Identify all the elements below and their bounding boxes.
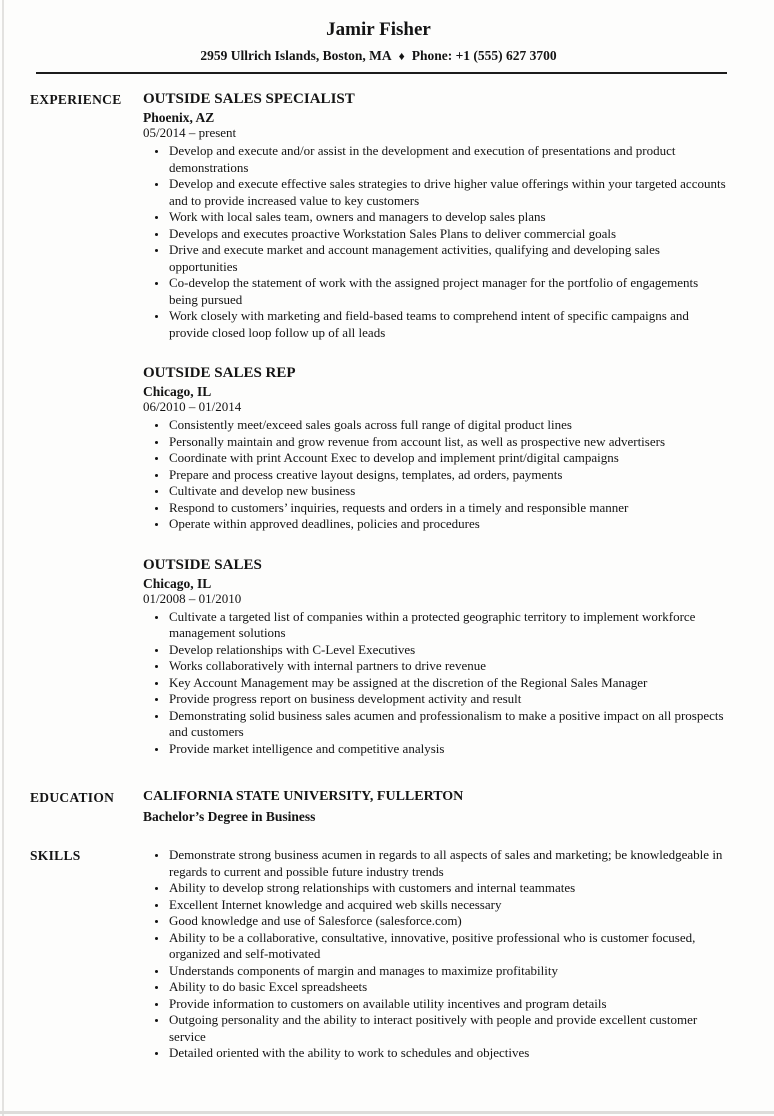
bullet-item: • Coordinate with print Account Exec to develop and implement print/digital campaigns [168, 450, 727, 467]
job-bullet-list [143, 143, 727, 341]
experience-content [143, 90, 727, 757]
bullet-item: • Ability to do basic Excel spreadsheets [168, 979, 727, 996]
skills-section [30, 846, 727, 1062]
job-title: OUTSIDE SALES REP [143, 365, 296, 381]
bullet-item: • Demonstrate strong business acumen in regards to all aspects of sales and marketing; be knowledgeable in regards to current and possible future industry trends [168, 847, 727, 880]
job-entry-outside-sales [143, 556, 727, 758]
bullet-item: • Develop relationships with C-Level Executives [168, 642, 727, 659]
bullet-item: • Develop and execute effective sales strategies to drive higher value offerings within your targeted accounts and to provide increased value to key customers [168, 176, 727, 209]
job-location: Chicago, IL [143, 384, 212, 399]
degree-name: Bachelor’s Degree in Business [143, 809, 316, 824]
bullet-item: • Demonstrating solid business sales acumen and professionalism to make a positive impact on all prospects and customers [168, 708, 727, 741]
contact-line [30, 48, 727, 64]
bullet-item: • Prepare and process creative layout designs, templates, ad orders, payments [168, 467, 727, 484]
header-divider [36, 72, 727, 74]
bullet-item: • Ability to be a collaborative, consultative, innovative, positive professional who is customer focused, organized and self-motivated [168, 930, 727, 963]
bullet-item: • Develops and executes proactive Workstation Sales Plans to deliver commercial goals [168, 226, 727, 243]
bullet-item: • Ability to develop strong relationships with customers and internal teammates [168, 880, 727, 897]
bullet-item: • Understands components of margin and manages to maximize profitability [168, 963, 727, 980]
bullet-item: • Works collaboratively with internal partners to drive revenue [168, 658, 727, 675]
bullet-item: • Work with local sales team, owners and managers to develop sales plans [168, 209, 727, 226]
education-section [30, 788, 727, 825]
job-dates: 01/2008 – 01/2010 [143, 590, 242, 606]
bullet-item: • Cultivate a targeted list of companies within a protected geographic territory to implement workforce management solutions [168, 609, 727, 642]
job-entry-outside-sales-rep [143, 364, 727, 533]
job-entry-outside-sales-specialist [143, 90, 727, 341]
diamond-separator-icon: ♦ [398, 49, 405, 63]
job-dates: 05/2014 – present [143, 125, 237, 140]
bullet-item: • Personally maintain and grow revenue from account list, as well as prospective new advertisers [168, 434, 727, 451]
bullet-item: • Drive and execute market and account management activities, qualifying and developing sales opportunities [168, 242, 727, 275]
skills-label: SKILLS [30, 848, 81, 863]
bullet-item: • Consistently meet/exceed sales goals across full range of digital product lines [168, 417, 727, 434]
phone-text: Phone: +1 (555) 627 3700 [411, 48, 557, 63]
bullet-item: • Good knowledge and use of Salesforce (salesforce.com) [168, 913, 727, 930]
bullet-item: • Provide progress report on business development activity and result [168, 691, 727, 708]
job-title: OUTSIDE SALES [143, 556, 262, 573]
candidate-name: Jamir Fisher [326, 19, 431, 40]
resume-header [30, 19, 727, 64]
education-label: EDUCATION [30, 790, 115, 805]
bullet-item: • Respond to customers’ inquiries, requests and orders in a timely and responsible manner [168, 500, 727, 517]
job-location: Phoenix, AZ [143, 110, 215, 125]
skills-bullet-list [143, 847, 727, 1062]
education-content [143, 788, 727, 825]
address-text: 2959 Ullrich Islands, Boston, MA [200, 48, 392, 63]
skills-content [143, 846, 727, 1062]
bullet-item: • Outgoing personality and the ability to interact positively with people and provide excellent customer service [168, 1012, 727, 1045]
bullet-item: • Work closely with marketing and field-based teams to comprehend intent of specific campaigns and provide closed loop follow up of all leads [168, 308, 727, 341]
bullet-item: • Excellent Internet knowledge and acquired web skills necessary [168, 897, 727, 914]
experience-label: EXPERIENCE [30, 92, 122, 107]
bullet-item: • Operate within approved deadlines, policies and procedures [168, 516, 727, 533]
bullet-item: • Cultivate and develop new business [168, 483, 727, 500]
job-location: Chicago, IL [143, 575, 212, 591]
bullet-item: • Co-develop the statement of work with the assigned project manager for the portfolio of engagements being pursued [168, 275, 727, 308]
bullet-item: • Provide market intelligence and competitive analysis [168, 741, 727, 758]
job-bullet-list [143, 417, 727, 533]
bullet-item: • Detailed oriented with the ability to work to schedules and objectives [168, 1045, 727, 1062]
job-title: OUTSIDE SALES SPECIALIST [143, 91, 355, 107]
bullet-item: • Key Account Management may be assigned at the discretion of the Regional Sales Manager [168, 675, 727, 692]
job-bullet-list [143, 609, 727, 758]
job-dates: 06/2010 – 01/2014 [143, 399, 242, 414]
experience-section [30, 90, 727, 757]
school-name: CALIFORNIA STATE UNIVERSITY, FULLERTON [143, 789, 464, 804]
bullet-item: • Develop and execute and/or assist in the development and execution of presentations and product demonstrations [168, 143, 727, 176]
bullet-item: • Provide information to customers on available utility incentives and program details [168, 996, 727, 1013]
